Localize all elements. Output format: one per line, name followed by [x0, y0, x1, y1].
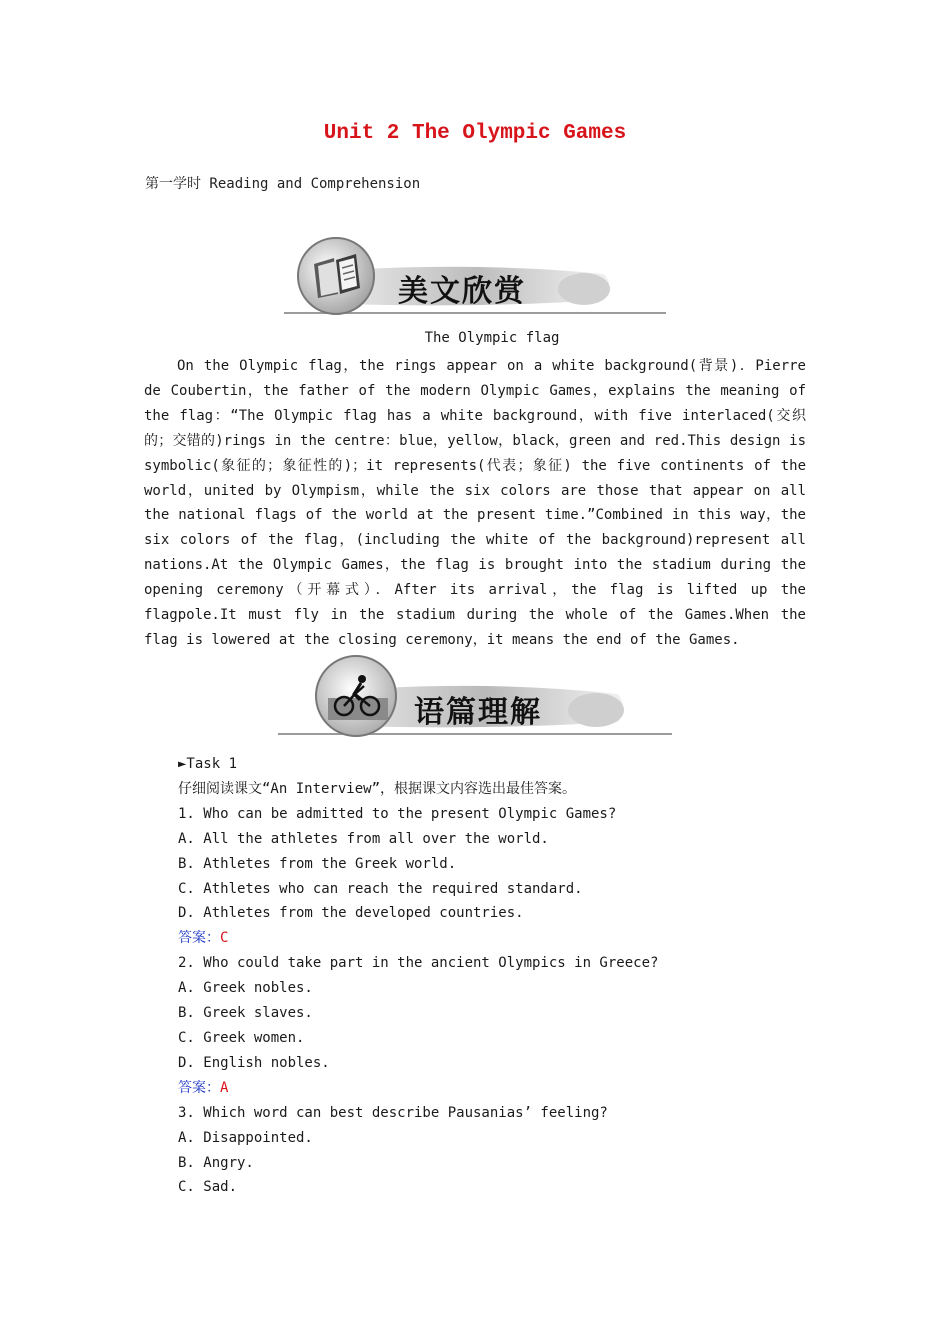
banner-label: 美文欣赏	[398, 274, 526, 309]
answer-label: 答案：	[178, 930, 220, 947]
question-stem: 2. Who could take part in the ancient Olympics in Greece?	[178, 955, 659, 972]
question-stem: 1. Who can be admitted to the present Olympic Games?	[178, 805, 617, 822]
option-item: C. Athletes who can reach the required standard.	[178, 880, 583, 897]
answer-label: 答案：	[178, 1079, 220, 1096]
books-icon	[308, 250, 364, 302]
answer-line	[178, 1076, 818, 1101]
section-banner-appreciation	[284, 234, 666, 318]
page-title: Unit 2 The Olympic Games	[323, 122, 627, 145]
cyclist-icon	[328, 672, 388, 720]
answer-value: C	[220, 930, 229, 947]
passage-paragraph: On the Olympic flag，the rings appear on a white background(背景)．Pierre de Coubertin，the father of the modern Olympic Games，explains the meaning of the flag：“The Olympic flag has a white background，with five interlaced(交织的；交错的)rings in the centre：blue，yellow，black，green and red.This design is symbolic(象征的；象征性的)；it represents(代表；象征) the five continents of the world，united by Olympism，while the six colors are those that appear on all the national flags of the world at the present time.”Combined in this way，the six colors of the flag，(including the white of the background)represent all nations.At the Olympic Games，the flag is brought into the stadium during the opening ceremony（开幕式）．After its arrival，the flag is lifted up the flagpole.It must fly in the stadium during the whole of the Games.When the flag is lowered at the closing ceremony，it means the end of the Games.	[144, 358, 806, 648]
task-instruction: 仔细阅读课文“An Interview”，根据课文内容选出最佳答案。	[178, 780, 577, 797]
option-item: B. Greek slaves.	[178, 1005, 313, 1022]
answer-value: A	[220, 1079, 229, 1096]
option-item: B. Angry.	[178, 1154, 254, 1171]
task-section	[178, 752, 818, 1200]
option-item: C. Greek women.	[178, 1029, 305, 1046]
section-banner-comprehension	[278, 654, 672, 738]
passage-body	[144, 354, 806, 653]
question-stem: 3. Which word can best describe Pausanias’ feeling?	[178, 1104, 608, 1121]
option-item: C. Sad.	[178, 1179, 238, 1196]
passage-title: The Olympic flag	[424, 330, 560, 346]
option-item: D. English nobles.	[178, 1054, 330, 1071]
option-item: A. Disappointed.	[178, 1129, 313, 1146]
option-item: A. All the athletes from all over the world.	[178, 830, 549, 847]
option-item: D. Athletes from the developed countries.	[178, 905, 524, 922]
lesson-subtitle: 第一学时 Reading and Comprehension	[145, 176, 421, 192]
answer-line	[178, 926, 818, 951]
option-item: A. Greek nobles.	[178, 980, 313, 997]
banner-label: 语篇理解	[414, 695, 542, 730]
option-item: B. Athletes from the Greek world.	[178, 855, 457, 872]
task-heading: ►Task 1	[178, 756, 238, 772]
